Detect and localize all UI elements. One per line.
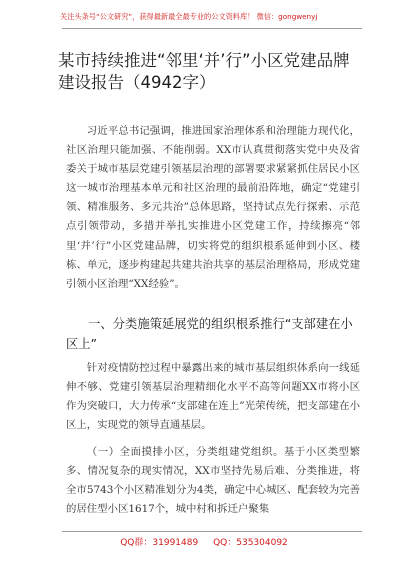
section-heading-text: 一、分类施策延展党的组织根系推行“支部建在小区上” — [66, 317, 353, 351]
footer-divider — [62, 531, 362, 532]
section-paragraph — [66, 359, 360, 435]
section-heading — [66, 314, 360, 354]
sub-paragraph-text: （一）全面摸排小区，分类组建党组织。基于小区类型繁多、情况复杂的现实情况，XX市坚持先易后难、分类推进，将全市5743个小区精准划分为4类，确定中心城区、配套较为完善的居住型小区1617个，城中村和拆迁户聚集 — [66, 446, 360, 516]
footer-qq-group: QQ群：31991489 — [120, 538, 199, 548]
sub-paragraph — [66, 443, 360, 519]
section-paragraph-text: 针对疫情防控过程中暴露出来的城市基层组织体系向一线延伸不够、党建引领基层治理精细化水平不高等问题XX市将小区作为突破口，大力传承“支部建在连上”光荣传统，把支部建在小区上，实现党的领导直通基层。 — [66, 362, 360, 432]
document-title: 某市持续推进“邻里‘并’行”小区党建品牌建设报告（4942字） — [58, 51, 350, 92]
header-divider — [62, 28, 362, 29]
intro-paragraph — [66, 122, 360, 294]
intro-paragraph-text: 习近平总书记强调，推进国家治理体系和治理能力现代化，社区治理只能加强、不能削弱。XX市认真贯彻落实党中央及省委关于城市基层党建引领基层治理的部署要求紧紧抓住居民小区这一城市治理基本单元和社区治理的最前沿阵地，确定“党建引领、精准服务、多元共治”总体思路，坚持试点先行探索、示范点引领带动，多措并举扎实推进小区党建工作，持续擦亮“邻里‘并’行”小区党建品牌，切实将党的组织根系延伸到小区、楼栋、单元，逐步构建起共建共治共享的基层治理格局，形成党建引领小区治理“XX经验”。 — [66, 125, 360, 290]
footer — [0, 535, 408, 548]
header-banner: 关注头条号“公文研究”，获得最新最全最专业的公文资料库！ 微信：gongwenyj — [60, 12, 318, 21]
footer-qq: QQ：535304092 — [213, 538, 288, 548]
